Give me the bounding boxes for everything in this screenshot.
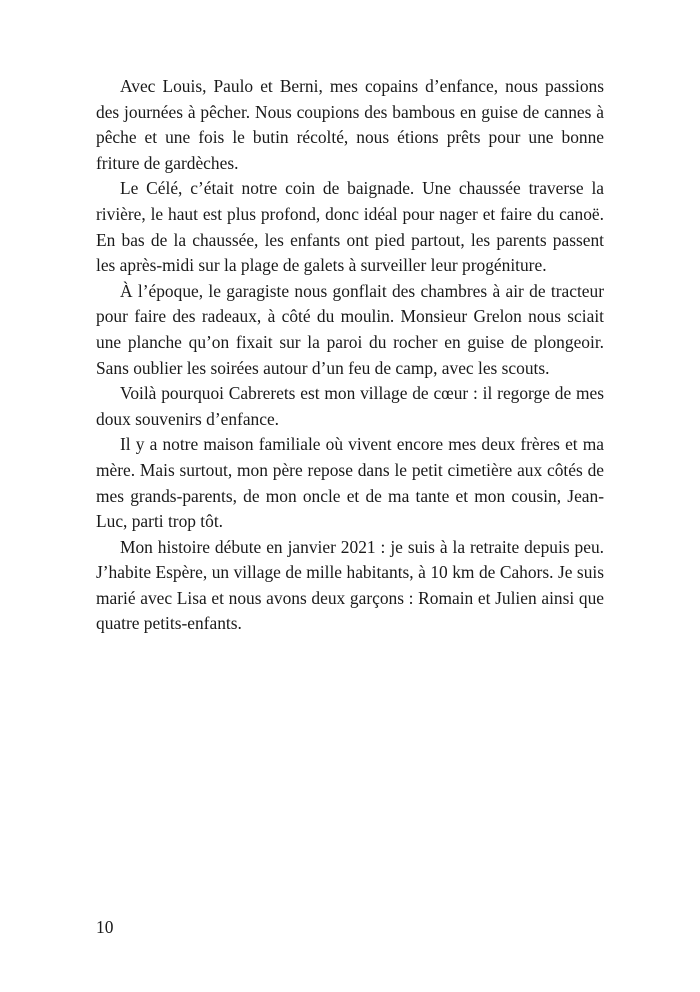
page-number: 10	[96, 917, 114, 937]
paragraph-story-start: Mon histoire débute en janvier 2021 : je suis à la retraite depuis peu. J’habite Espère, un village de mille habitants, à 10 km de Cahors. Je suis marié avec Lisa et nous avons deux garçons : Romain et Julien ainsi que quatre petits-enfants.	[96, 536, 604, 634]
paragraph-family: Il y a notre maison familiale où vivent encore mes deux frères et ma mère. Mais surtout, mon père repose dans le petit cimetière aux côtés de mes grands-parents, de mon oncle et de ma tante et mon cousin, Jean-Luc, parti trop tôt.	[96, 434, 604, 532]
paragraph-fishing: Avec Louis, Paulo et Berni, mes copains d’enfance, nous passions des journées à pêcher. Nous coupions des bambous en guise de cannes à pêche et une fois le butin récolté, nous étions prêts pour une bonne friture de gardèches.	[96, 76, 604, 173]
paragraph-rafts: À l’époque, le garagiste nous gonflait des chambres à air de tracteur pour faire des radeaux, à côté du moulin. Monsieur Grelon nous sciait une planche qu’on fixait sur la paroi du rocher en guise de plongeoir. Sans oublier les soirées autour d’un feu de camp, avec les scouts.	[96, 280, 604, 378]
paragraph-village: Voilà pourquoi Cabrerets est mon village de cœur : il regorge de mes doux souvenirs d’enfance.	[96, 383, 604, 429]
paragraph-swimming: Le Célé, c’était notre coin de baignade. Une chaussée traverse la rivière, le haut est plus profond, donc idéal pour nager et faire du canoë. En bas de la chaussée, les enfants ont pied partout, les parents passent les après-midi sur la plage de galets à surveiller leur progéniture.	[96, 178, 604, 276]
body-text	[96, 74, 604, 637]
